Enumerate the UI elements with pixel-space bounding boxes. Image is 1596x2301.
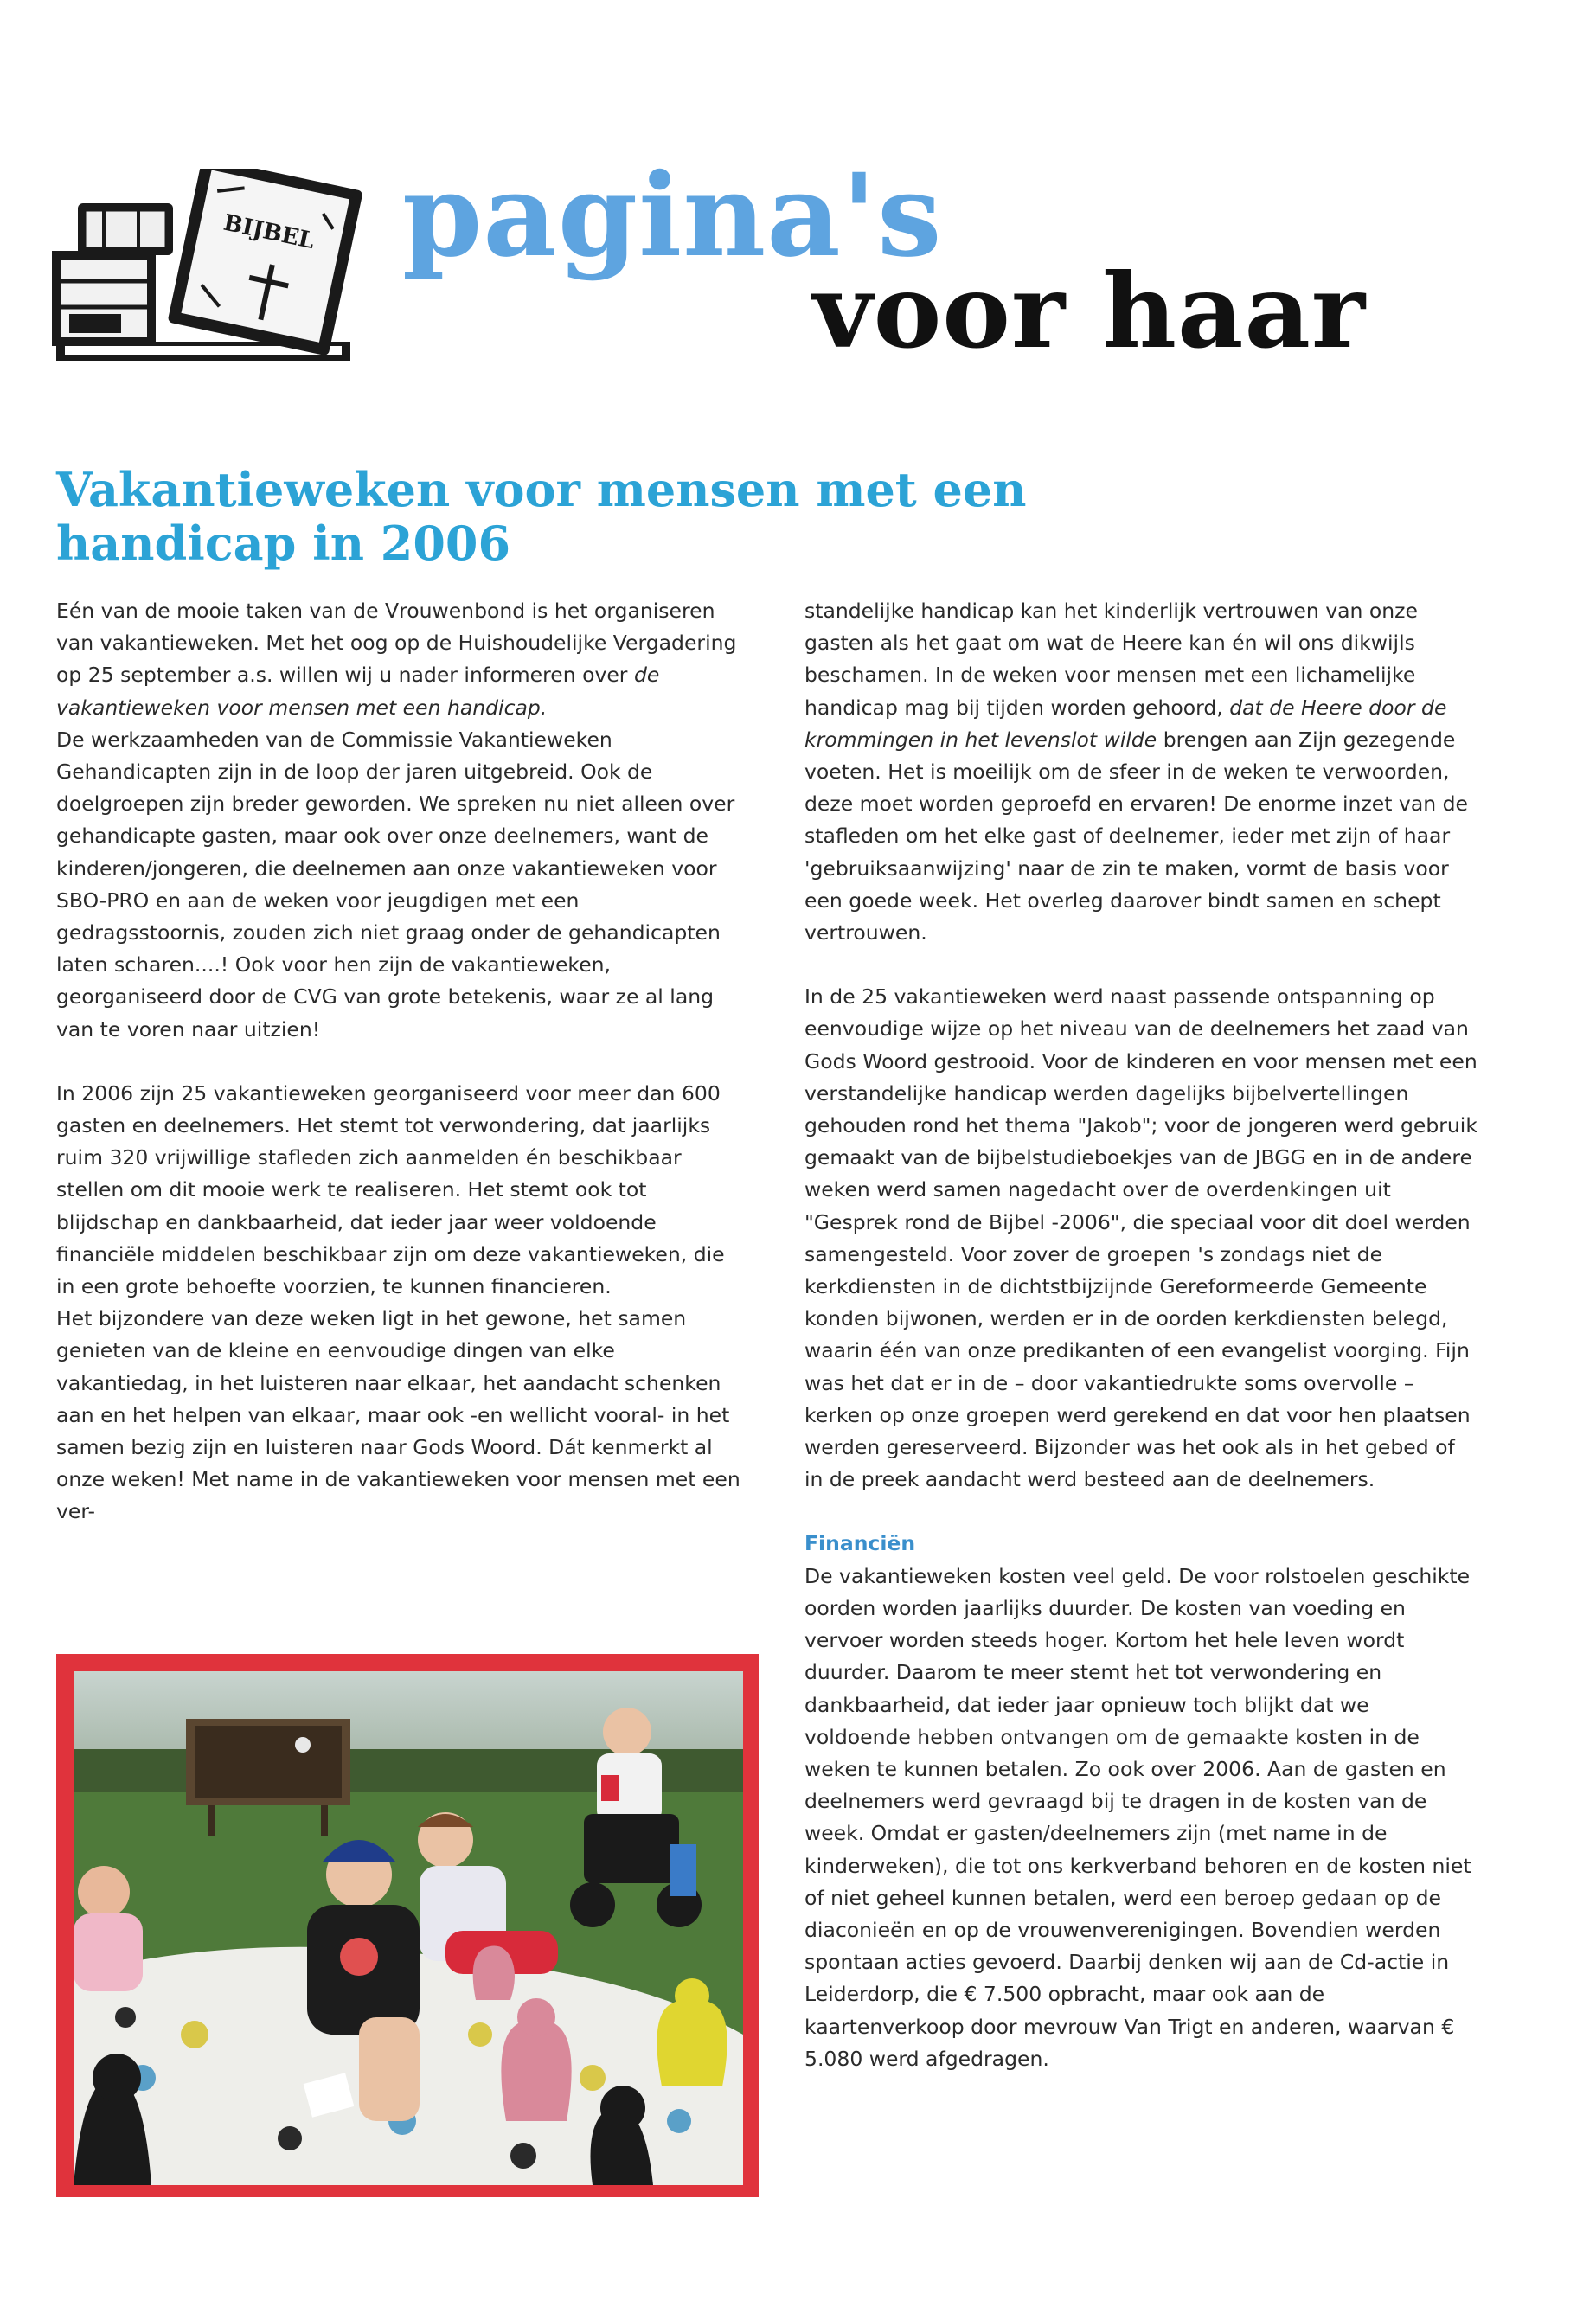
photo-board-game (74, 1671, 743, 2185)
paragraph-werkzaamheden: De werkzaamheden van de Commissie Vakantieweken Gehandicapten zijn in de loop der jaren uitgebreid. Ook de doelgroepen zijn breder geworden. We spreken nu niet alleen over gehandicapte gasten, maar ook over onze deelnemers, want de kinderen/jongeren, die deelnemen aan onze vakantieweken voor SBO-PRO en aan de weken voor jeugdigen met een gedragsstoornis, zouden zich niet graag onder de gehandicapten laten scharen....! Ook voor hen zijn de vakantieweken, georganiseerd door de CVG van grote betekenis, waar ze al lang van te voren naar uitzien! (56, 727, 735, 1042)
article-title: Vakantieweken voor mensen met een handicap in 2006 (56, 462, 1027, 571)
paragraph-bijzondere: Het bijzondere van deze weken ligt in het gewone, het samen genieten van de kleine en eenvoudige dingen van elke vakantiedag, in het luisteren naar elkaar, het aandacht schenken aan en het helpen van elkaar, maar ook -en wellicht vooral- in het samen bezig zijn en luisteren naar Gods Woord. Dát kenmerkt al onze weken! Met name in de vakantieweken voor mensen met een ver- (56, 1306, 740, 1524)
masthead-title-line1: pagina's (402, 149, 943, 283)
masthead-title-line2: voor haar (813, 251, 1367, 371)
paragraph-gods-woord: In de 25 vakantieweken werd naast passende ontspanning op eenvoudige wijze op het niveau van de deelnemers het zaad van Gods Woord gestrooid. Voor de kinderen en voor mensen met een verstandelijke handicap werden dagelijks bijbelvertellingen gehouden rond het thema "Jakob"; voor de jongeren werd gebruik gemaakt van de bijbelstudieboekjes van de JBGG en in de andere weken werd samen nagedacht over de overdenkingen uit "Gesprek rond de Bijbel -2006", die speciaal voor dit doel werden samengesteld. Voor zover de groepen 's zondags niet de kerkdiensten in de dichtstbijzijnde Gereformeerde Gemeente konden bijwonen, werden er in de oorden kerkdiensten belegd, waarin één van onze predikanten of een evangelist voorging. Fijn was het dat er in de – door vakantiedrukte soms overvolle – kerken op onze groepen werd gerekend en dat voor hen plaatsen werden gereserveerd. Bijzonder was het ook als in het gebed of in de preek aandacht werd besteed aan de deelnemers. (804, 984, 1477, 1492)
continuation-text-a: standelijke handicap kan het kinderlijk vertrouwen van onze gasten als het gaat om wat de Heere kan én wil ons dikwijls beschamen. In de weken voor mensen met een lichamelijke handicap mag bij tijden worden gehoord, (804, 599, 1418, 720)
paragraph-2006: In 2006 zijn 25 vakantieweken georganiseerd voor meer dan 600 gasten en deelnemers. Het stemt tot verwondering, dat jaarlijks ruim 320 vrijwillige stafleden zich aanmelden én beschikbaar stellen om dit mooie werk te realiseren. Het stemt ook tot blijdschap en dankbaarheid, dat ieder jaar weer voldoende financiële middelen beschikbaar zijn om deze vakantieweken, die in een grote behoefte voorzien, te kunnen financieren. (56, 1080, 725, 1299)
continuation-emphasis: dat de Heere door de krommingen in het levenslot wilde (804, 695, 1447, 752)
books-illustration (52, 169, 372, 363)
continuation-text-b: brengen aan Zijn gezegende voeten. Het is moeilijk om de sfeer in de weken te verwoorden, deze moet worden geproefd en ervaren! De enorme inzet van de stafleden om het elke gast of deelnemer, ieder met zijn of haar 'gebruiksaanwijzing' naar de zin te maken, vormt de basis voor een goede week. Het overleg daarover bindt samen en schept vertrouwen. (804, 727, 1468, 945)
photo-frame (56, 1654, 759, 2197)
section-heading-financien: Financiën (804, 1531, 916, 1556)
intro-text: Eén van de mooie taken van de Vrouwenbond is het organiseren van vakantieweken. Met het oog op de Huishoudelijke Vergadering op 25 september a.s. willen wij u nader informeren over (56, 599, 737, 688)
intro-emphasis: de vakantieweken voor mensen met een handicap. (56, 663, 660, 720)
bible-label: BIJBEL (221, 209, 317, 255)
article-column-left (56, 595, 748, 1529)
paragraph-financien: De vakantieweken kosten veel geld. De voor rolstoelen geschikte oorden worden jaarlijks duurder. De kosten van voeding en vervoer worden steeds hoger. Kortom het hele leven wordt duurder. Daarom te meer stemt het tot verwondering en dankbaarheid, dat ieder jaar opnieuw toch blijkt dat we voldoende hebben ontvangen om de gemaakte kosten in de weken te kunnen betalen. Zo ook over 2006. Aan de gasten en deelnemers werd gevraagd bij te dragen in de kosten van de week. Omdat er gasten/deelnemers zijn (met name in de kinderweken), die tot ons kerkverband behoren en de kosten niet of niet geheel kunnen betalen, werd een beroep gedaan op de diaconieën en op de vrouwenverenigingen. Bovendien werden spontaan acties gevoerd. Daarbij denken wij aan de Cd-actie in Leiderdorp, die € 7.500 opbracht, maar ook aan de kaartenverkoop door mevrouw Van Trigt en anderen, waarvan € 5.080 werd afgedragen. (804, 1563, 1471, 2071)
paragraph-intro (56, 595, 748, 724)
paragraph-continuation (804, 595, 1479, 949)
article-column-right (804, 595, 1479, 2075)
